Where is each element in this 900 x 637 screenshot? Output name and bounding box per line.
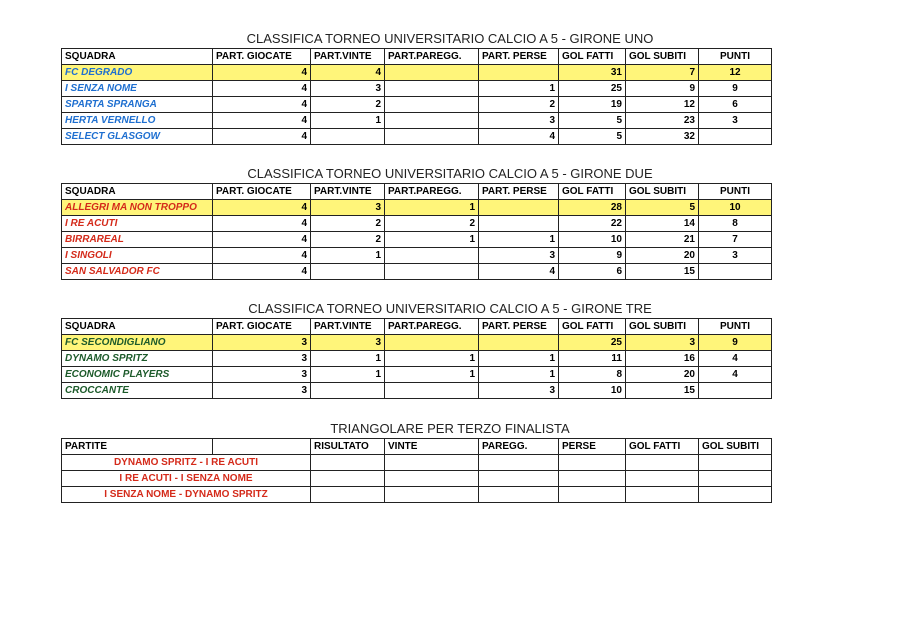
cell-gol-fatti: 5 bbox=[559, 129, 626, 145]
cell-risultato bbox=[311, 487, 385, 503]
cell-gol-subiti bbox=[699, 471, 772, 487]
cell-vinte: 3 bbox=[311, 335, 385, 351]
team-name: I SINGOLI bbox=[62, 248, 213, 264]
cell-perse: 1 bbox=[479, 367, 559, 383]
header-gol-fatti: GOL FATTI bbox=[559, 49, 626, 65]
cell-punti: 4 bbox=[699, 367, 772, 383]
table-row bbox=[62, 487, 772, 503]
cell-perse bbox=[479, 335, 559, 351]
header-paregg: PART.PAREGG. bbox=[385, 49, 479, 65]
header-squadra: SQUADRA bbox=[62, 319, 213, 335]
cell-perse bbox=[479, 216, 559, 232]
cell-gol-subiti: 15 bbox=[626, 383, 699, 399]
team-name: I SENZA NOME bbox=[62, 81, 213, 97]
header-squadra: SQUADRA bbox=[62, 49, 213, 65]
cell-giocate: 3 bbox=[213, 367, 311, 383]
cell-perse: 4 bbox=[479, 129, 559, 145]
table-row bbox=[62, 200, 772, 216]
cell-vinte bbox=[311, 264, 385, 280]
group-title-tre: CLASSIFICA TORNEO UNIVERSITARIO CALCIO A 5 - GIRONE TRE bbox=[248, 301, 652, 316]
cell-perse bbox=[559, 487, 626, 503]
cell-gol-fatti: 28 bbox=[559, 200, 626, 216]
cell-paregg bbox=[385, 113, 479, 129]
cell-paregg bbox=[385, 81, 479, 97]
cell-gol-fatti: 22 bbox=[559, 216, 626, 232]
header-perse: PART. PERSE bbox=[479, 319, 559, 335]
triangolare-title: TRIANGOLARE PER TERZO FINALISTA bbox=[330, 421, 570, 436]
cell-vinte: 4 bbox=[311, 65, 385, 81]
cell-gol-fatti: 31 bbox=[559, 65, 626, 81]
cell-perse: 3 bbox=[479, 383, 559, 399]
header-perse: PART. PERSE bbox=[479, 49, 559, 65]
group-title-uno: CLASSIFICA TORNEO UNIVERSITARIO CALCIO A 5 - GIRONE UNO bbox=[246, 31, 654, 46]
cell-gol-subiti: 20 bbox=[626, 367, 699, 383]
team-name: SELECT GLASGOW bbox=[62, 129, 213, 145]
table-row bbox=[62, 248, 772, 264]
table-row bbox=[62, 335, 772, 351]
group-title-due: CLASSIFICA TORNEO UNIVERSITARIO CALCIO A 5 - GIRONE DUE bbox=[247, 166, 653, 181]
cell-perse: 3 bbox=[479, 113, 559, 129]
cell-gol-subiti: 32 bbox=[626, 129, 699, 145]
cell-paregg: 1 bbox=[385, 367, 479, 383]
cell-vinte bbox=[311, 383, 385, 399]
header-gol-subiti: GOL SUBITI bbox=[626, 319, 699, 335]
cell-paregg: 1 bbox=[385, 200, 479, 216]
cell-paregg bbox=[479, 471, 559, 487]
cell-giocate: 3 bbox=[213, 335, 311, 351]
cell-punti: 10 bbox=[699, 200, 772, 216]
cell-giocate: 4 bbox=[213, 97, 311, 113]
table-row bbox=[62, 113, 772, 129]
cell-gol-subiti: 14 bbox=[626, 216, 699, 232]
cell-gol-subiti: 3 bbox=[626, 335, 699, 351]
cell-punti: 4 bbox=[699, 351, 772, 367]
cell-gol-subiti: 5 bbox=[626, 200, 699, 216]
cell-perse bbox=[559, 471, 626, 487]
cell-gol-fatti: 6 bbox=[559, 264, 626, 280]
cell-paregg bbox=[385, 129, 479, 145]
header-punti: PUNTI bbox=[699, 319, 772, 335]
cell-giocate: 4 bbox=[213, 216, 311, 232]
cell-punti: 6 bbox=[699, 97, 772, 113]
cell-punti: 8 bbox=[699, 216, 772, 232]
cell-gol-fatti bbox=[626, 455, 699, 471]
header-punti: PUNTI bbox=[699, 184, 772, 200]
table-header-row bbox=[62, 49, 772, 65]
cell-punti bbox=[699, 129, 772, 145]
header-gol-subiti: GOL SUBITI bbox=[626, 184, 699, 200]
table-row bbox=[62, 351, 772, 367]
header-gol-subiti: GOL SUBITI bbox=[626, 49, 699, 65]
cell-punti: 9 bbox=[699, 335, 772, 351]
header-giocate: PART. GIOCATE bbox=[213, 184, 311, 200]
team-name: FC SECONDIGLIANO bbox=[62, 335, 213, 351]
cell-vinte: 1 bbox=[311, 351, 385, 367]
cell-vinte bbox=[385, 487, 479, 503]
header-giocate: PART. GIOCATE bbox=[213, 319, 311, 335]
header-blank bbox=[213, 439, 311, 455]
cell-punti: 3 bbox=[699, 113, 772, 129]
cell-punti bbox=[699, 264, 772, 280]
header-gol-fatti: GOL FATTI bbox=[559, 184, 626, 200]
triangolare-table bbox=[61, 438, 772, 503]
cell-gol-fatti bbox=[626, 487, 699, 503]
table-row bbox=[62, 65, 772, 81]
cell-perse: 1 bbox=[479, 81, 559, 97]
cell-gol-subiti: 20 bbox=[626, 248, 699, 264]
cell-vinte: 3 bbox=[311, 200, 385, 216]
cell-vinte bbox=[311, 129, 385, 145]
team-name: ECONOMIC PLAYERS bbox=[62, 367, 213, 383]
table-row bbox=[62, 129, 772, 145]
match-label: I SENZA NOME - DYNAMO SPRITZ bbox=[62, 487, 311, 503]
cell-giocate: 4 bbox=[213, 113, 311, 129]
cell-punti: 3 bbox=[699, 248, 772, 264]
match-label: DYNAMO SPRITZ - I RE ACUTI bbox=[62, 455, 311, 471]
team-name: HERTA VERNELLO bbox=[62, 113, 213, 129]
team-name: BIRRAREAL bbox=[62, 232, 213, 248]
cell-punti: 12 bbox=[699, 65, 772, 81]
cell-risultato bbox=[311, 471, 385, 487]
standings-table-tre bbox=[61, 318, 772, 399]
cell-perse: 4 bbox=[479, 264, 559, 280]
cell-gol-fatti: 8 bbox=[559, 367, 626, 383]
cell-vinte: 1 bbox=[311, 367, 385, 383]
cell-gol-subiti: 15 bbox=[626, 264, 699, 280]
table-row bbox=[62, 367, 772, 383]
cell-gol-fatti: 5 bbox=[559, 113, 626, 129]
cell-giocate: 4 bbox=[213, 65, 311, 81]
team-name: SPARTA SPRANGA bbox=[62, 97, 213, 113]
table-header-row bbox=[62, 319, 772, 335]
standings-table-due bbox=[61, 183, 772, 280]
cell-perse: 1 bbox=[479, 351, 559, 367]
cell-gol-fatti: 25 bbox=[559, 335, 626, 351]
cell-vinte bbox=[385, 455, 479, 471]
standings-table-uno bbox=[61, 48, 772, 145]
cell-giocate: 4 bbox=[213, 129, 311, 145]
header-risultato: RISULTATO bbox=[311, 439, 385, 455]
cell-vinte: 2 bbox=[311, 97, 385, 113]
table-row bbox=[62, 81, 772, 97]
cell-gol-subiti: 9 bbox=[626, 81, 699, 97]
team-name: DYNAMO SPRITZ bbox=[62, 351, 213, 367]
cell-paregg bbox=[385, 97, 479, 113]
table-row bbox=[62, 264, 772, 280]
cell-gol-fatti: 25 bbox=[559, 81, 626, 97]
cell-vinte: 2 bbox=[311, 232, 385, 248]
team-name: SAN SALVADOR FC bbox=[62, 264, 213, 280]
header-perse: PART. PERSE bbox=[479, 184, 559, 200]
cell-gol-subiti bbox=[699, 487, 772, 503]
header-vinte: PART.VINTE bbox=[311, 184, 385, 200]
cell-giocate: 4 bbox=[213, 81, 311, 97]
header-paregg: PAREGG. bbox=[479, 439, 559, 455]
cell-giocate: 4 bbox=[213, 248, 311, 264]
cell-perse bbox=[479, 200, 559, 216]
team-name: ALLEGRI MA NON TROPPO bbox=[62, 200, 213, 216]
cell-gol-subiti bbox=[699, 455, 772, 471]
cell-paregg: 1 bbox=[385, 232, 479, 248]
header-paregg: PART.PAREGG. bbox=[385, 184, 479, 200]
cell-gol-fatti: 10 bbox=[559, 232, 626, 248]
header-punti: PUNTI bbox=[699, 49, 772, 65]
cell-vinte: 1 bbox=[311, 113, 385, 129]
table-row bbox=[62, 383, 772, 399]
team-name: FC DEGRADO bbox=[62, 65, 213, 81]
cell-gol-fatti bbox=[626, 471, 699, 487]
cell-giocate: 4 bbox=[213, 200, 311, 216]
cell-vinte: 2 bbox=[311, 216, 385, 232]
cell-gol-fatti: 9 bbox=[559, 248, 626, 264]
table-row bbox=[62, 471, 772, 487]
cell-paregg bbox=[385, 383, 479, 399]
cell-vinte bbox=[385, 471, 479, 487]
cell-vinte: 1 bbox=[311, 248, 385, 264]
cell-gol-subiti: 7 bbox=[626, 65, 699, 81]
cell-gol-subiti: 12 bbox=[626, 97, 699, 113]
header-gol-subiti: GOL SUBITI bbox=[699, 439, 772, 455]
cell-gol-subiti: 23 bbox=[626, 113, 699, 129]
header-partite: PARTITE bbox=[62, 439, 213, 455]
team-name: I RE ACUTI bbox=[62, 216, 213, 232]
cell-perse: 3 bbox=[479, 248, 559, 264]
cell-giocate: 4 bbox=[213, 264, 311, 280]
cell-risultato bbox=[311, 455, 385, 471]
cell-gol-fatti: 19 bbox=[559, 97, 626, 113]
cell-paregg bbox=[385, 65, 479, 81]
cell-giocate: 4 bbox=[213, 232, 311, 248]
table-row bbox=[62, 232, 772, 248]
cell-paregg bbox=[479, 455, 559, 471]
team-name: CROCCANTE bbox=[62, 383, 213, 399]
cell-perse: 2 bbox=[479, 97, 559, 113]
cell-paregg: 2 bbox=[385, 216, 479, 232]
table-row bbox=[62, 455, 772, 471]
header-paregg: PART.PAREGG. bbox=[385, 319, 479, 335]
cell-giocate: 3 bbox=[213, 351, 311, 367]
table-row bbox=[62, 97, 772, 113]
header-squadra: SQUADRA bbox=[62, 184, 213, 200]
cell-perse bbox=[479, 65, 559, 81]
cell-gol-fatti: 10 bbox=[559, 383, 626, 399]
cell-gol-subiti: 16 bbox=[626, 351, 699, 367]
cell-paregg: 1 bbox=[385, 351, 479, 367]
cell-punti: 9 bbox=[699, 81, 772, 97]
match-label: I RE ACUTI - I SENZA NOME bbox=[62, 471, 311, 487]
cell-paregg bbox=[385, 335, 479, 351]
cell-perse: 1 bbox=[479, 232, 559, 248]
cell-gol-fatti: 11 bbox=[559, 351, 626, 367]
header-vinte: VINTE bbox=[385, 439, 479, 455]
header-vinte: PART.VINTE bbox=[311, 49, 385, 65]
header-gol-fatti: GOL FATTI bbox=[559, 319, 626, 335]
cell-paregg bbox=[479, 487, 559, 503]
cell-punti: 7 bbox=[699, 232, 772, 248]
table-header-row bbox=[62, 184, 772, 200]
header-vinte: PART.VINTE bbox=[311, 319, 385, 335]
table-row bbox=[62, 216, 772, 232]
cell-paregg bbox=[385, 264, 479, 280]
cell-giocate: 3 bbox=[213, 383, 311, 399]
cell-perse bbox=[559, 455, 626, 471]
table-header-row bbox=[62, 439, 772, 455]
cell-paregg bbox=[385, 248, 479, 264]
header-perse: PERSE bbox=[559, 439, 626, 455]
cell-vinte: 3 bbox=[311, 81, 385, 97]
cell-punti bbox=[699, 383, 772, 399]
header-gol-fatti: GOL FATTI bbox=[626, 439, 699, 455]
header-giocate: PART. GIOCATE bbox=[213, 49, 311, 65]
cell-gol-subiti: 21 bbox=[626, 232, 699, 248]
